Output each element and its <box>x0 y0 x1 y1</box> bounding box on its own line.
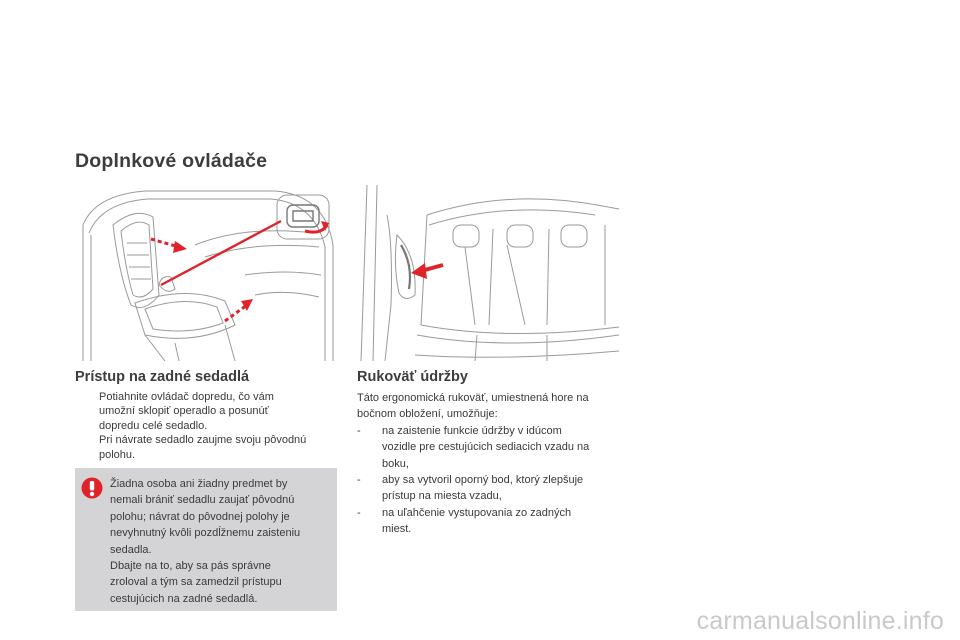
warning-line: zroloval a tým sa zamedzil prístupu <box>110 576 282 589</box>
intro-line: Táto ergonomická rukoväť, umiestnená hore na <box>357 392 589 404</box>
grab-handle-heading: Rukoväť údržby <box>357 369 468 385</box>
instruction-line: dopredu celé sedadlo. <box>99 419 208 432</box>
instruction-line: polohu. <box>99 448 136 461</box>
warning-line: cestujúcich na zadné sedadlá. <box>110 592 258 605</box>
warning-line: Žiadna osoba ani žiadny predmet by <box>110 478 288 490</box>
list-dash: - <box>357 474 361 487</box>
warning-line: polohu; návrat do pôvodnej polohy je <box>110 510 290 523</box>
list-item <box>357 472 622 505</box>
warning-line: sedadla. <box>110 543 152 556</box>
rear-access-heading: Prístup na zadné sedadlá <box>75 369 250 385</box>
list-item <box>357 505 622 538</box>
list-item <box>357 423 622 472</box>
intro-line: bočnom obložení, umožňuje: <box>357 408 498 421</box>
list-line: na zaistenie funkcie údržby v idúcom <box>382 424 562 437</box>
warning-line: nevyhnutný kvôli pozdĺžnemu zaisteniu <box>110 527 301 540</box>
list-line: vozidle pre cestujúcich sediacich vzadu na <box>382 441 590 454</box>
warning-line: Dbajte na to, aby sa pás správne <box>110 560 271 573</box>
rear-access-instructions <box>75 390 337 462</box>
list-line: prístup na miesta vzadu, <box>382 490 502 503</box>
list-line: boku, <box>382 457 409 470</box>
page-title: Doplnkové ovládače <box>75 150 268 172</box>
list-line: miest. <box>382 523 412 536</box>
grab-handle-description <box>357 390 622 538</box>
list-dash: - <box>357 506 361 519</box>
instruction-line: Potiahnite ovládač dopredu, čo vám <box>99 391 274 403</box>
warning-text <box>110 476 330 607</box>
rear-seat-illustration <box>357 185 619 361</box>
front-seat-illustration <box>75 185 337 361</box>
warning-line: nemali brániť sedadlu zaujať pôvodnú <box>110 494 295 507</box>
list-line: aby sa vytvoril oporný bod, ktorý zlepšuje <box>382 474 584 487</box>
list-dash: - <box>357 424 361 437</box>
instruction-line: umožní sklopiť operadlo a posunúť <box>99 405 269 418</box>
instruction-line: Pri návrate sedadlo zaujme svoju pôvodnú <box>99 434 307 447</box>
watermark[interactable]: carmanualsonline.info <box>696 607 944 635</box>
warning-box <box>75 468 337 611</box>
list-line: na uľahčenie vystupovania zo zadných <box>382 506 572 519</box>
warning-exclamation-icon <box>81 477 103 499</box>
